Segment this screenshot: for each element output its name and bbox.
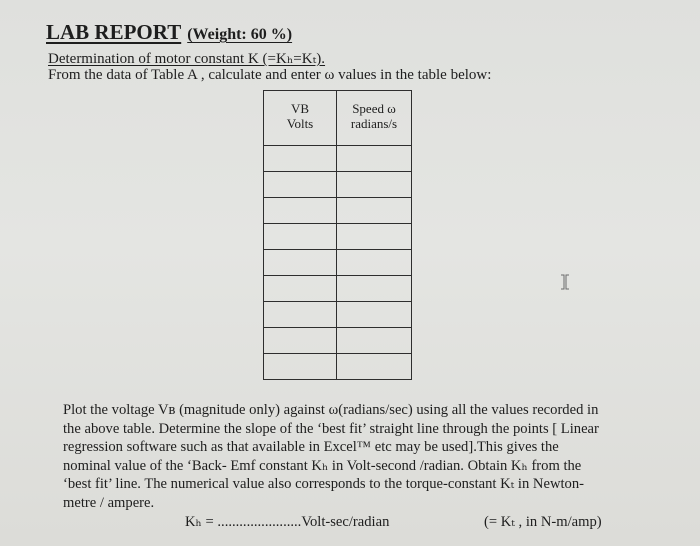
table-row xyxy=(264,354,412,380)
voltage-cell[interactable] xyxy=(264,328,337,354)
instructions-paragraph xyxy=(63,401,688,513)
speed-cell[interactable] xyxy=(337,224,412,250)
table-body xyxy=(264,146,412,380)
voltage-cell[interactable] xyxy=(264,172,337,198)
table-header-row xyxy=(264,91,412,146)
voltage-unit: Volts xyxy=(286,116,314,131)
voltage-speed-table xyxy=(263,90,412,380)
weight-text: (Weight: 60 %) xyxy=(187,26,293,43)
kb-blank-field[interactable]: ....................... xyxy=(217,514,302,530)
paragraph-line: Plot the voltage Vʙ (magnitude only) against ω(radians/sec) using all the values recorded in xyxy=(63,402,599,418)
voltage-cell[interactable] xyxy=(264,146,337,172)
text-cursor-icon xyxy=(560,274,570,290)
kt-equivalence-note: (= Kₜ , in N-m/amp) xyxy=(484,514,602,530)
speed-label: Speed ω xyxy=(352,101,396,116)
voltage-cell[interactable] xyxy=(264,224,337,250)
table-row xyxy=(264,328,412,354)
table-row xyxy=(264,146,412,172)
paragraph-line: regression software such as that available in Excel™ etc may be used].This gives the xyxy=(63,439,559,456)
speed-cell[interactable] xyxy=(337,328,412,354)
voltage-cell[interactable] xyxy=(264,198,337,224)
speed-cell[interactable] xyxy=(337,354,412,380)
table-row xyxy=(264,302,412,328)
paragraph-line: the above table. Determine the slope of the ‘best fit’ straight line through the points [ Linear xyxy=(63,420,599,437)
speed-cell[interactable] xyxy=(337,250,412,276)
paragraph-line: metre / ampere. xyxy=(63,494,155,511)
table-row xyxy=(264,198,412,224)
voltage-cell[interactable] xyxy=(264,276,337,302)
voltage-symbol: VB xyxy=(290,101,310,116)
speed-cell[interactable] xyxy=(337,146,412,172)
kb-label: Kₕ = xyxy=(185,514,218,530)
column-header-voltage xyxy=(264,91,337,146)
kb-answer-line xyxy=(185,513,389,531)
table-instruction: From the data of Table A , calculate and enter ω values in the table below: xyxy=(48,67,492,83)
voltage-cell[interactable] xyxy=(264,354,337,380)
paragraph-line: nominal value of the ‘Back- Emf constant Kₕ in Volt-second /radian. Obtain Kₕ from the xyxy=(63,457,582,474)
section-subtitle: Determination of motor constant K (=Kₕ=Kₜ). xyxy=(48,51,326,67)
speed-cell[interactable] xyxy=(337,302,412,328)
speed-cell[interactable] xyxy=(337,172,412,198)
voltage-cell[interactable] xyxy=(264,250,337,276)
speed-cell[interactable] xyxy=(337,276,412,302)
title-text: LAB REPORT xyxy=(46,20,182,44)
kb-units: Volt-sec/radian xyxy=(301,514,390,530)
table-row xyxy=(264,172,412,198)
table-row xyxy=(264,224,412,250)
speed-unit: radians/s xyxy=(350,116,398,131)
column-header-speed xyxy=(337,91,412,146)
speed-cell[interactable] xyxy=(337,198,412,224)
paragraph-line: ‘best fit’ line. The numerical value also corresponds to the torque-constant Kₜ in Newton- xyxy=(63,476,584,493)
table-row xyxy=(264,276,412,302)
table-row xyxy=(264,250,412,276)
page-title xyxy=(46,20,292,45)
voltage-cell[interactable] xyxy=(264,302,337,328)
